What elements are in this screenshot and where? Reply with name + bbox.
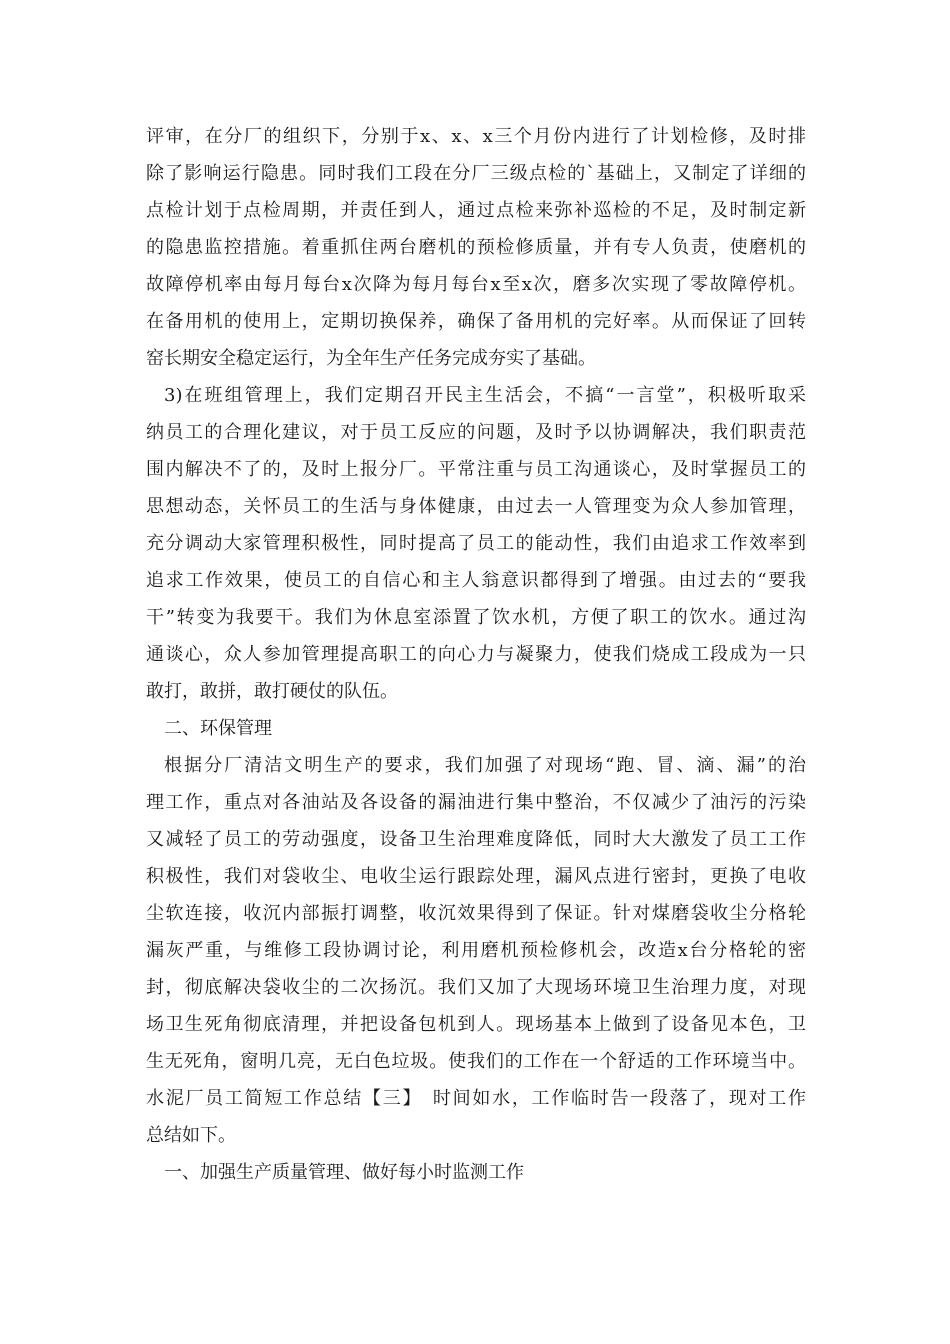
text-line: 的隐患监控措施。着重抓住两台磨机的预检修质量，并有专人负责，使磨机的 (146, 237, 806, 258)
text-line: 二、环保管理 (164, 718, 272, 739)
text-line: 围内解决不了的，及时上报分厂。平常注重与员工沟通谈心，及时掌握员工的 (146, 459, 806, 480)
text-line: 又减轻了员工的劳动强度，设备卫生治理难度降低，同时大大激发了员工工作 (146, 829, 806, 850)
text-line: 积极性，我们对袋收尘、电收尘运行跟踪处理，漏风点进行密封，更换了电收 (146, 866, 806, 887)
text-line: 干”转变为我要干。我们为休息室添置了饮水机，方便了职工的饮水。通过沟 (146, 607, 806, 628)
text-line: 一、加强生产质量管理、做好每小时监测工作 (164, 1162, 524, 1183)
text-line: 除了影响运行隐患。同时我们工段在分厂三级点检的`基础上，又制定了详细的 (146, 163, 806, 184)
text-line: 场卫生死角彻底清理，并把设备包机到人。现场基本上做到了设备见本色，卫 (146, 1014, 806, 1035)
text-line: 总结如下。 (146, 1125, 236, 1146)
text-line: 评审，在分厂的组织下，分别于x、x、x三个月份内进行了计划检修，及时排 (146, 126, 806, 147)
text-line: 敢打，敢拼，敢打硬仗的队伍。 (146, 681, 398, 702)
text-line: 窑长期安全稳定运行，为全年生产任务完成夯实了基础。 (146, 348, 596, 369)
text-line: 思想动态，关怀员工的生活与身体健康，由过去一人管理变为众人参加管理， (146, 496, 806, 517)
text-line: 充分调动大家管理积极性，同时提高了员工的能动性，我们由追求工作效率到 (146, 533, 806, 554)
text-line: 生无死角，窗明几亮，无白色垃圾。使我们的工作在一个舒适的工作环境当中。 (146, 1051, 806, 1072)
text-line: 追求工作效果，使员工的自信心和主人翁意识都得到了增强。由过去的“要我 (146, 570, 806, 591)
text-line: 通谈心，众人参加管理提高职工的向心力与凝聚力，使我们烧成工段成为一只 (146, 644, 806, 665)
text-line: 封，彻底解决袋收尘的二次扬沉。我们又加了大现场环境卫生治理力度，对现 (146, 977, 806, 998)
text-line: 3)在班组管理上，我们定期召开民主生活会，不搞“一言堂”，积极听取采 (164, 385, 806, 406)
text-line: 尘软连接，收沉内部振打调整，收沉效果得到了保证。针对煤磨袋收尘分格轮 (146, 903, 806, 924)
text-line: 点检计划于点检周期，并责任到人，通过点检来弥补巡检的不足，及时制定新 (146, 200, 806, 221)
text-line: 根据分厂清洁文明生产的要求，我们加强了对现场“跑、冒、滴、漏”的治 (164, 755, 806, 776)
text-line: 漏灰严重，与维修工段协调讨论，利用磨机预检修机会，改造x台分格轮的密 (146, 940, 806, 961)
text-line: 水泥厂员工简短工作总结【三】 时间如水，工作临时告一段落了，现对工作 (146, 1088, 806, 1109)
text-line: 纳员工的合理化建议，对于员工反应的问题，及时予以协调解决，我们职责范 (146, 422, 806, 443)
text-line: 故障停机率由每月每台x次降为每月每台x至x次，磨多次实现了零故障停机。 (146, 274, 806, 295)
text-line: 在备用机的使用上，定期切换保养，确保了备用机的完好率。从而保证了回转 (146, 311, 806, 332)
text-line: 理工作，重点对各油站及各设备的漏油进行集中整治，不仅减少了油污的污染 (146, 792, 806, 813)
body-text (146, 118, 806, 1191)
